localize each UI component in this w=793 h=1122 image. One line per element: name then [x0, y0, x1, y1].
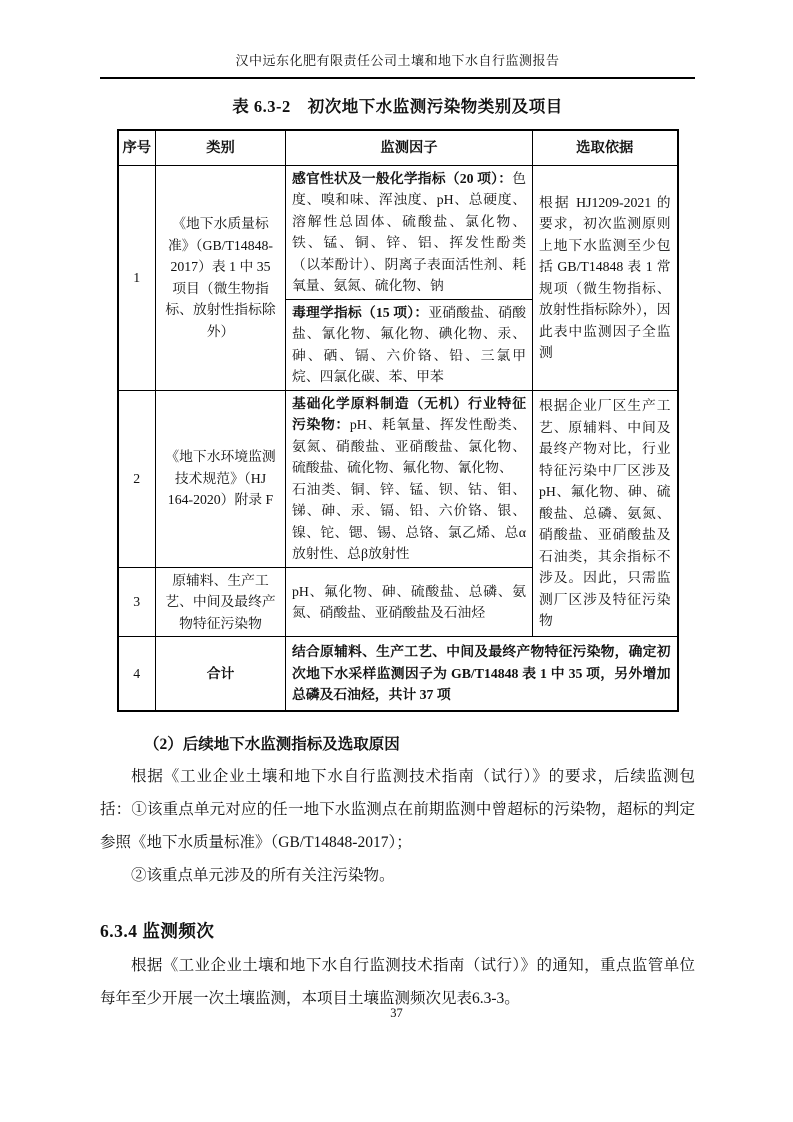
- toxicology-indicators-list: 亚硝酸盐、硝酸盐、氰化物、氟化物、碘化物、汞、砷、硒、镉、六价铬、铅、三氯甲烷、四氯化碳、苯、甲苯: [292, 304, 526, 385]
- row1-factors-sensory-cell: [286, 165, 533, 299]
- row2-factors-cell: [286, 390, 533, 567]
- followup-paragraph-1: 根据《工业企业土壤和地下水自行监测技术指南（试行）》的要求，后续监测包括：①该重点单元对应的任一地下水监测点在前期监测中曾超标的污染物，超标的判定参照《地下水质量标准》（GB/T14848-2017）；: [100, 767, 695, 851]
- row2-no-cell: 2: [118, 390, 156, 567]
- row4-summary-cell: 结合原辅料、生产工艺、中间及最终产物特征污染物，确定初次地下水采样监测因子为 GB/T14848 表 1 中 35 项，另外增加总磷及石油烃，共计 37 项: [286, 637, 678, 711]
- row1-basis-cell: 根据 HJ1209-2021 的要求，初次监测原则上地下水监测至少包括 GB/T14848 表 1 常规项（微生物指标、放射性指标除外），因此表中监测因子全监测: [533, 165, 678, 390]
- table-header-row: [118, 130, 678, 165]
- page-number: 37: [390, 1006, 403, 1020]
- section-6-3-4-heading: 6.3.4 监测频次: [100, 920, 215, 941]
- row4-no-cell: 4: [118, 637, 156, 711]
- followup-paragraph-2: ②该重点单元涉及的所有关注污染物。: [131, 866, 395, 884]
- table-row-1-sensory: [118, 165, 678, 299]
- industry-pollutants-label: 基础化学原料制造（无机）行业特征污染物：: [292, 395, 526, 433]
- running-header-text: 汉中远东化肥有限责任公司土壤和地下水自行监测报告: [235, 53, 560, 68]
- sensory-indicators-list: 色度、嗅和味、浑浊度、pH、总硬度、溶解性总固体、硫酸盐、氯化物、铁、锰、铜、锌、铝、挥发性酚类（以苯酚计）、阴离子表面活性剂、耗氧量、氨氮、硫化物、钠: [292, 170, 526, 294]
- row1-category-cell: 《地下水质量标准》（GB/T14848-2017）表 1 中 35 项目（微生物指标、放射性指标除外）: [156, 165, 286, 390]
- row2-category-cell: 《地下水环境监测技术规范》（HJ 164-2020）附录 F: [156, 390, 286, 567]
- followup-section-heading: （2）后续地下水监测指标及选取原因: [144, 735, 400, 753]
- row1-no-cell: 1: [118, 165, 156, 390]
- row3-no-cell: 3: [118, 567, 156, 637]
- column-header-category: 类别: [156, 130, 286, 165]
- industry-pollutants-list-2: 石油类、铜、锌、锰、钡、钴、钼、锑、砷、汞、镉、铅、六价铬、银、镍、铊、锶、锡、总铬、氯乙烯、总α放射性、总β放射性: [292, 481, 526, 562]
- table-title: 表 6.3-2 初次地下水监测污染物类别及项目: [232, 97, 563, 116]
- rows2-3-basis-cell: 根据企业厂区生产工艺、原辅料、中间及最终产物对比，行业特征污染中厂区涉及 pH、氟化物、砷、硫酸盐、总磷、氨氮、硝酸盐、亚硝酸盐及石油类，其余指标不涉及。因此，只需监测厂区涉及特征污染物: [533, 390, 678, 637]
- column-header-factors: 监测因子: [286, 130, 533, 165]
- row4-total-label-cell: 合计: [156, 637, 286, 711]
- table-row-2: [118, 390, 678, 567]
- row3-factors-cell: pH、氟化物、砷、硫酸盐、总磷、氨氮、硝酸盐、亚硝酸盐及石油烃: [286, 567, 533, 637]
- industry-pollutants-list-1: pH、耗氧量、挥发性酚类、氨氮、硝酸盐、亚硝酸盐、氯化物、硫酸盐、硫化物、氟化物、氰化物、: [292, 417, 526, 476]
- column-header-basis: 选取依据: [533, 130, 678, 165]
- column-header-no: 序号: [118, 130, 156, 165]
- sensory-indicators-label: 感官性状及一般化学指标（20 项）：: [292, 170, 513, 186]
- table-row-4-total: [118, 637, 678, 711]
- toxicology-indicators-label: 毒理学指标（15 项）：: [292, 304, 429, 320]
- row1-factors-toxicology-cell: [286, 299, 533, 390]
- frequency-paragraph: 根据《工业企业土壤和地下水自行监测技术指南（试行）》的通知，重点监管单位每年至少开展一次土壤监测，本项目土壤监测频次见表6.3-3。: [100, 956, 695, 1007]
- monitoring-factors-table: [117, 129, 679, 712]
- row3-category-cell: 原辅料、生产工艺、中间及最终产物特征污染物: [156, 567, 286, 637]
- running-header: [100, 50, 695, 79]
